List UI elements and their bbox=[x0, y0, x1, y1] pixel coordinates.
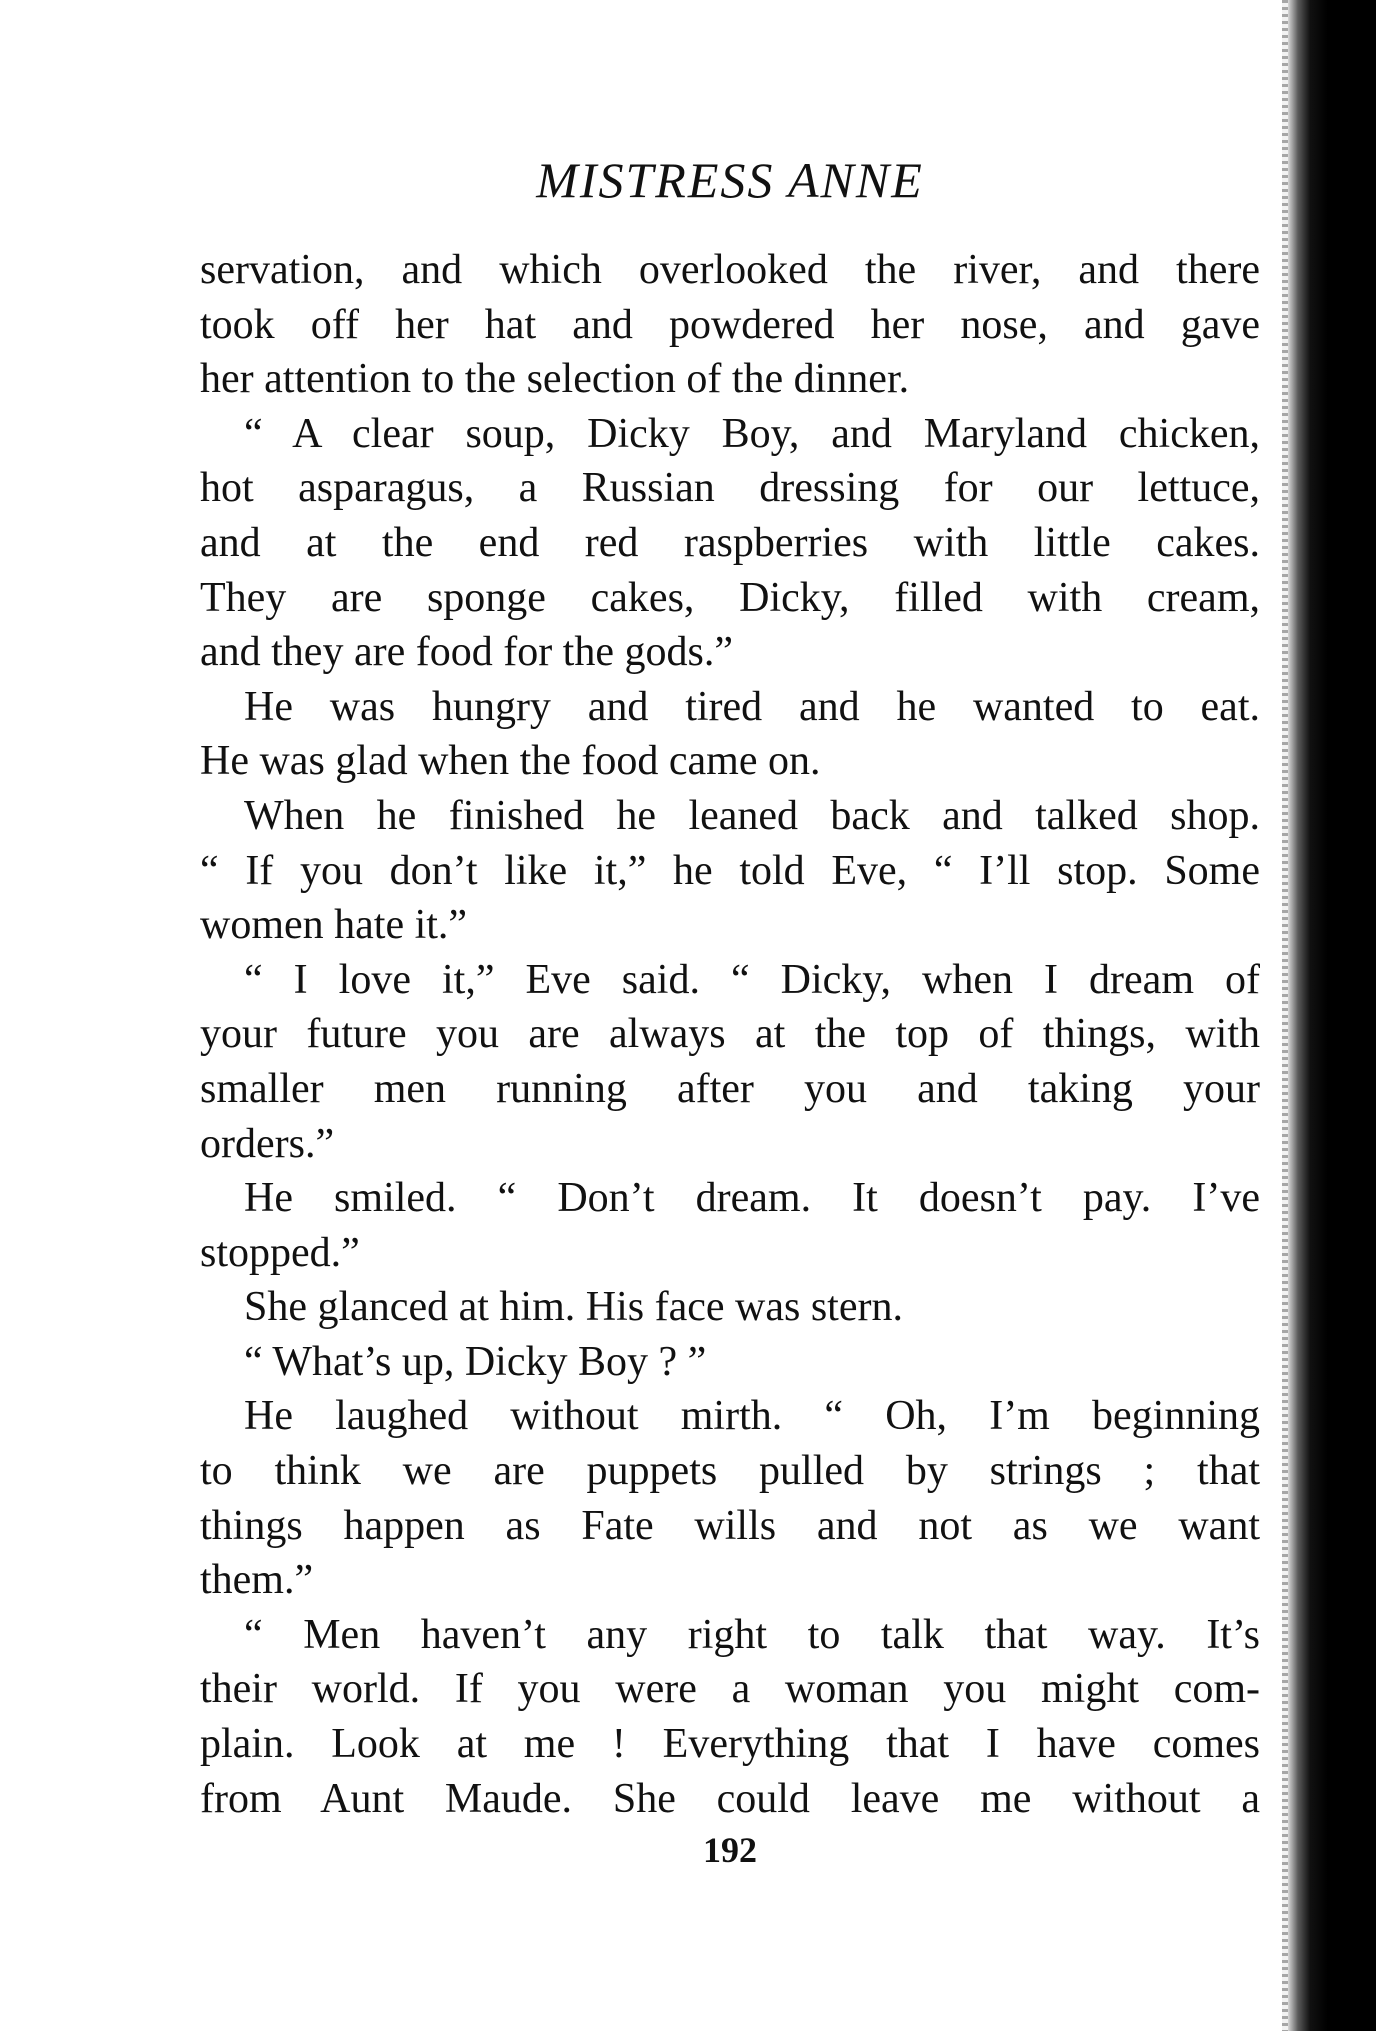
text-line: took off her hat and powdered her nose, and gave bbox=[200, 301, 1260, 348]
text-line: orders.” bbox=[200, 1120, 335, 1167]
text-line: and at the end red raspberries with little cakes. bbox=[200, 519, 1260, 566]
text-line: “ A clear soup, Dicky Boy, and Maryland chicken, bbox=[244, 410, 1260, 457]
text-line: They are sponge cakes, Dicky, filled with cream, bbox=[200, 574, 1260, 621]
page-number: 192 bbox=[703, 1830, 757, 1870]
text-line: She glanced at him. His face was stern. bbox=[244, 1284, 903, 1331]
text-line: plain. Look at me ! Everything that I have comes bbox=[200, 1721, 1260, 1768]
text-line: things happen as Fate wills and not as we want bbox=[200, 1502, 1260, 1549]
text-line: He smiled. “ Don’t dream. It doesn’t pay. I’ve bbox=[244, 1175, 1260, 1222]
text-line: your future you are always at the top of things, with bbox=[200, 1011, 1260, 1058]
text-line: “ Men haven’t any right to talk that way. It’s bbox=[244, 1611, 1260, 1658]
text-line: “ I love it,” Eve said. “ Dicky, when I dream of bbox=[244, 956, 1260, 1003]
text-line: “ What’s up, Dicky Boy ? ” bbox=[244, 1338, 707, 1385]
text-line: He was hungry and tired and he wanted to eat. bbox=[244, 683, 1260, 730]
text-line: He was glad when the food came on. bbox=[200, 738, 821, 785]
text-line: He laughed without mirth. “ Oh, I’m beginning bbox=[244, 1393, 1260, 1440]
text-line: When he finished he leaned back and talked shop. bbox=[244, 792, 1260, 839]
text-line: women hate it.” bbox=[200, 902, 468, 949]
text-line: stopped.” bbox=[200, 1229, 360, 1276]
running-head: MISTRESS ANNE bbox=[536, 152, 924, 208]
text-line: and they are food for the gods.” bbox=[200, 629, 733, 676]
text-line: their world. If you were a woman you might com- bbox=[200, 1666, 1260, 1713]
page-edge bbox=[1288, 0, 1376, 2031]
text-line: servation, and which overlooked the river, and there bbox=[200, 247, 1260, 293]
text-line: to think we are puppets pulled by strings ; that bbox=[200, 1448, 1260, 1495]
text-line: them.” bbox=[200, 1557, 314, 1604]
body-text bbox=[200, 243, 1260, 1826]
text-line: smaller men running after you and taking your bbox=[200, 1065, 1260, 1112]
text-line: from Aunt Maude. She could leave me without a bbox=[200, 1775, 1260, 1822]
text-line: “ If you don’t like it,” he told Eve, “ I’ll stop. Some bbox=[200, 847, 1260, 894]
text-line: her attention to the selection of the dinner. bbox=[200, 356, 910, 403]
text-line: hot asparagus, a Russian dressing for our lettuce, bbox=[200, 465, 1260, 512]
